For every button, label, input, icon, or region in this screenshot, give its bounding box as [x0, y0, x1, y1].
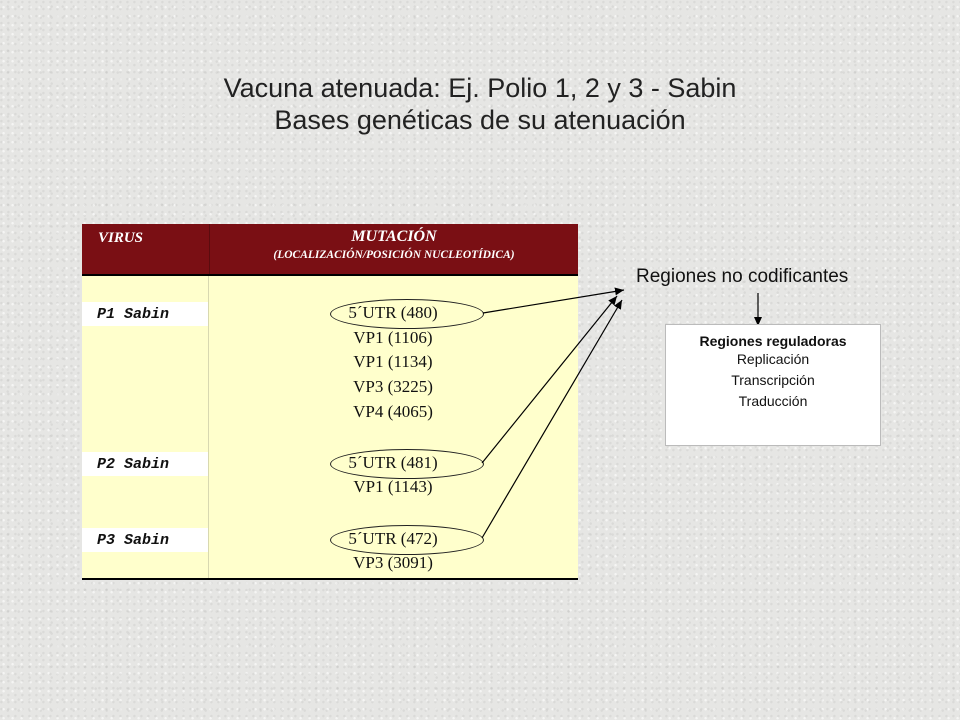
- mutation-p3-2: VP3 (3091): [353, 553, 433, 572]
- virus-label-p1: P1 Sabin: [97, 306, 170, 323]
- box-item-replicacion: Replicación: [736, 351, 810, 367]
- mutation-p1-5: VP4 (4065): [353, 402, 433, 421]
- slide-title-line1: Vacuna atenuada: Ej. Polio 1, 2 y 3 - Sabin: [223, 73, 737, 103]
- mutation-p2-1: 5´UTR (481): [348, 453, 438, 472]
- mutation-p1-2: VP1 (1106): [353, 328, 433, 347]
- regiones-reguladoras-box: [665, 324, 881, 446]
- slide-title-line2: Bases genéticas de su atenuación: [274, 105, 686, 135]
- arrow-p3: [482, 300, 622, 538]
- mutation-p1-3: VP1 (1134): [353, 352, 433, 371]
- header-mutacion-title: MUTACIÓN: [351, 228, 437, 245]
- regiones-no-codificantes-label: Regiones no codificantes: [636, 266, 849, 287]
- virus-label-p3: P3 Sabin: [97, 532, 170, 549]
- header-mutacion-subtitle: (LOCALIZACIÓN/POSICIÓN NUCLEOTÍDICA): [273, 249, 515, 261]
- mutation-p2-2: VP1 (1143): [353, 477, 433, 496]
- mutation-p3-1: 5´UTR (472): [348, 529, 438, 548]
- mutation-p1-1: 5´UTR (480): [348, 303, 438, 322]
- box-item-transcripcion: Transcripción: [731, 372, 815, 388]
- arrow-p2: [482, 296, 617, 463]
- virus-label-p2: P2 Sabin: [97, 456, 170, 473]
- mutation-p1-4: VP3 (3225): [353, 377, 433, 396]
- box-item-traduccion: Traducción: [738, 393, 808, 409]
- header-virus: VIRUS: [98, 230, 144, 246]
- box-title: Regiones reguladoras: [699, 333, 847, 349]
- arrow-p1: [483, 290, 624, 313]
